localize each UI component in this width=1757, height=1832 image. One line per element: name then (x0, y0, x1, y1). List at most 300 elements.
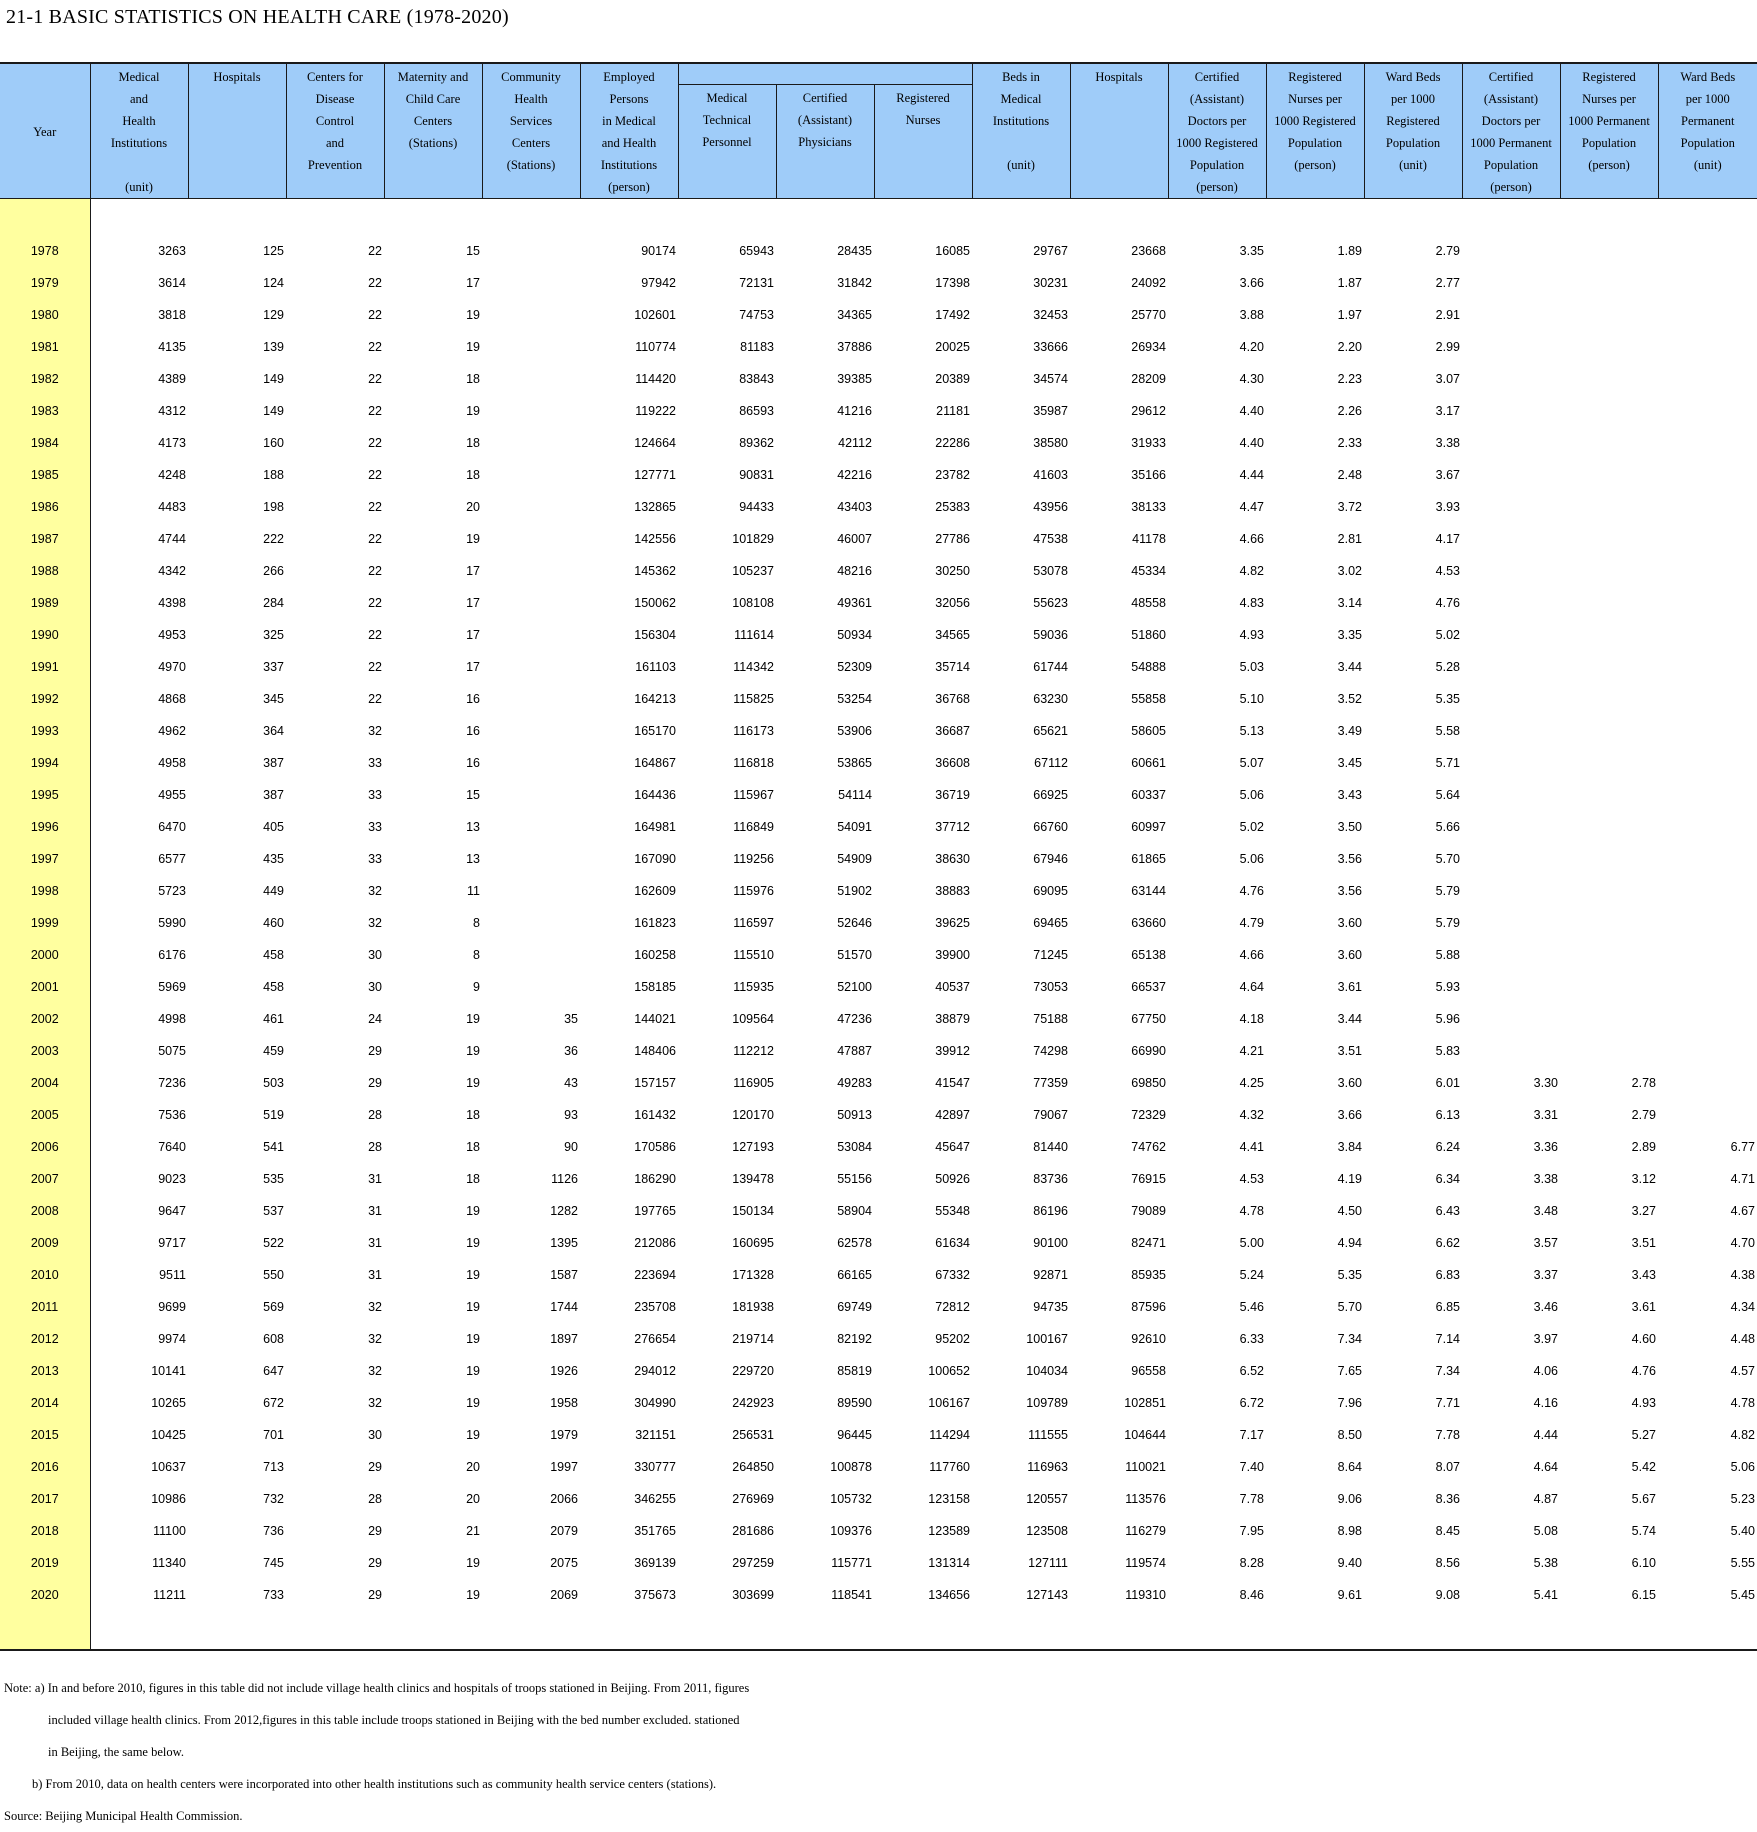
data-cell: 5.13 (1239, 724, 1265, 738)
data-cell: 31 (368, 1204, 382, 1218)
data-cell: 19 (466, 1204, 480, 1218)
data-cell: 31 (368, 1268, 382, 1282)
data-cell: 2.79 (1435, 244, 1461, 258)
data-cell (482, 523, 580, 555)
data-cell: 608 (263, 1332, 284, 1346)
data-cell: 139478 (732, 1172, 774, 1186)
data-cell: 19 (466, 308, 480, 322)
year-cell: 1991 (0, 651, 90, 683)
data-cell: 281686 (732, 1524, 774, 1538)
data-cell (678, 1611, 776, 1650)
table-row (0, 619, 1757, 651)
data-cell (1560, 843, 1658, 875)
header-line: Physicians (798, 135, 852, 150)
data-cell: 3.61 (1631, 1300, 1657, 1314)
year-cell: 1983 (0, 395, 90, 427)
data-cell (1560, 523, 1658, 555)
data-cell: 30231 (1033, 276, 1069, 290)
data-cell: 3.43 (1337, 788, 1363, 802)
data-cell: 65138 (1131, 948, 1167, 962)
data-cell: 54091 (837, 820, 872, 834)
header-line: (unit) (125, 180, 153, 194)
data-cell (286, 199, 384, 236)
data-cell (482, 875, 580, 907)
data-cell (1462, 523, 1560, 555)
header-line: Child Care (405, 92, 461, 106)
data-cell: 42112 (838, 436, 872, 450)
data-cell: 45334 (1131, 564, 1167, 578)
data-cell: 54909 (837, 852, 872, 866)
data-cell: 149 (263, 372, 284, 386)
data-cell (482, 363, 580, 395)
data-cell: 1.89 (1337, 244, 1363, 258)
data-cell: 72131 (739, 276, 774, 290)
year-cell: 2013 (0, 1355, 90, 1387)
data-cell: 3.49 (1337, 724, 1363, 738)
data-cell: 4.30 (1239, 372, 1265, 386)
data-cell: 9 (473, 980, 480, 994)
data-cell (580, 199, 678, 236)
data-cell: 3.35 (1239, 244, 1265, 258)
header-employed (580, 63, 678, 199)
data-cell: 19 (466, 1588, 480, 1602)
data-cell (1560, 715, 1658, 747)
data-cell: 104644 (1124, 1428, 1167, 1442)
data-cell: 4.60 (1631, 1332, 1657, 1346)
table-row (0, 299, 1757, 331)
header-beds-registered (1364, 63, 1462, 199)
data-cell: 17 (466, 564, 480, 578)
data-cell: 29 (368, 1556, 382, 1570)
data-cell: 114342 (733, 660, 774, 674)
data-cell: 41178 (1132, 532, 1167, 546)
data-cell (286, 1611, 384, 1650)
data-cell: 150134 (732, 1204, 774, 1218)
data-cell: 83843 (739, 372, 774, 386)
table-row (0, 1483, 1757, 1515)
data-cell: 405 (263, 820, 284, 834)
data-cell: 4998 (158, 1012, 186, 1026)
table-header (0, 63, 1757, 199)
header-line: Centers (413, 114, 453, 128)
data-cell (1070, 1611, 1168, 1650)
year-cell: 2003 (0, 1035, 90, 1067)
data-cell: 115976 (733, 884, 774, 898)
data-cell: 2.77 (1435, 276, 1461, 290)
data-cell: 4.19 (1337, 1172, 1363, 1186)
header-line: (unit) (1693, 158, 1722, 172)
header-line (92, 154, 187, 176)
table-body (0, 199, 1757, 1651)
data-cell: 75188 (1033, 1012, 1069, 1026)
data-cell: 17 (466, 628, 480, 642)
data-cell: 5.88 (1435, 948, 1461, 962)
data-cell: 4.44 (1239, 468, 1265, 482)
data-cell: 61865 (1131, 852, 1167, 866)
data-cell (1658, 683, 1757, 715)
data-cell (482, 491, 580, 523)
data-cell: 7.95 (1239, 1524, 1265, 1538)
data-cell: 387 (263, 756, 284, 770)
data-cell: 4.17 (1435, 532, 1461, 546)
note-a-line2: included village health clinics. From 2012,figures in this table include troops stationed in Beijing with the bed number excluded. stationed (48, 1713, 740, 1727)
header-line: (person) (1588, 158, 1630, 172)
data-cell: 35 (564, 1012, 578, 1026)
data-cell: 6.62 (1435, 1236, 1461, 1250)
data-cell: 15 (466, 244, 480, 258)
header-line: (unit) (1399, 158, 1427, 172)
data-cell (1266, 1611, 1364, 1650)
header-line: Institutions (600, 158, 658, 172)
data-cell: 29612 (1131, 404, 1167, 418)
data-cell: 321151 (635, 1428, 676, 1442)
header-line: Registered (1386, 114, 1440, 128)
data-cell: 109564 (732, 1012, 774, 1026)
data-cell: 162609 (634, 884, 676, 898)
data-cell: 62578 (837, 1236, 872, 1250)
data-cell: 5.83 (1435, 1044, 1461, 1058)
data-cell: 4.50 (1337, 1204, 1363, 1218)
data-cell: 5.96 (1435, 1012, 1461, 1026)
data-cell: 229720 (732, 1364, 774, 1378)
data-cell: 22286 (935, 436, 971, 450)
data-cell: 148406 (634, 1044, 676, 1058)
year-cell: 1995 (0, 779, 90, 811)
data-cell: 7236 (158, 1076, 186, 1090)
data-cell: 46007 (837, 532, 872, 546)
data-cell: 5969 (158, 980, 186, 994)
data-cell: 4.40 (1239, 436, 1265, 450)
header-doctors-registered (1168, 63, 1266, 199)
data-cell: 3.51 (1631, 1236, 1657, 1250)
data-cell: 111555 (1028, 1428, 1069, 1442)
data-cell: 66165 (837, 1268, 872, 1282)
year-cell: 2001 (0, 971, 90, 1003)
data-cell (1658, 1099, 1757, 1131)
data-cell: 18 (466, 1172, 480, 1186)
table-row (0, 747, 1757, 779)
data-cell: 5.38 (1533, 1556, 1559, 1570)
data-cell: 22 (368, 404, 382, 418)
data-cell (776, 1611, 874, 1650)
data-cell (482, 651, 580, 683)
data-cell: 161103 (635, 660, 676, 674)
data-cell: 1744 (550, 1300, 578, 1314)
table-row (0, 971, 1757, 1003)
year-cell: 2017 (0, 1483, 90, 1515)
data-cell (1560, 555, 1658, 587)
data-cell: 18 (466, 468, 480, 482)
data-cell: 3.44 (1337, 660, 1363, 674)
health-statistics-table (0, 62, 1757, 1651)
data-cell (1560, 651, 1658, 683)
header-line: (person) (608, 180, 650, 194)
data-cell: 4312 (158, 404, 186, 418)
data-cell: 115967 (733, 788, 774, 802)
data-cell: 100167 (1026, 1332, 1069, 1346)
data-cell: 7536 (158, 1108, 186, 1122)
header-line: Certified (1488, 70, 1534, 84)
data-cell: 90100 (1033, 1236, 1069, 1250)
data-cell: 8.98 (1337, 1524, 1363, 1538)
data-cell: 104034 (1026, 1364, 1069, 1378)
header-line: Nurses per (1288, 92, 1342, 106)
data-cell (1560, 907, 1658, 939)
note-a-line3: in Beijing, the same below. (48, 1745, 184, 1759)
header-line: Personnel (702, 135, 752, 150)
data-cell: 4.71 (1730, 1172, 1756, 1186)
data-cell: 5.28 (1435, 660, 1461, 674)
data-cell: 5.27 (1631, 1428, 1657, 1442)
data-cell: 7.65 (1337, 1364, 1363, 1378)
data-cell: 17 (466, 596, 480, 610)
data-cell: 5075 (158, 1044, 186, 1058)
data-cell (1462, 491, 1560, 523)
header-line: and (129, 92, 149, 106)
data-cell: 6.77 (1730, 1140, 1756, 1154)
data-cell: 33666 (1033, 340, 1069, 354)
data-cell: 112212 (733, 1044, 774, 1058)
year-cell: 1986 (0, 491, 90, 523)
data-cell: 346255 (634, 1492, 676, 1506)
data-cell: 4.93 (1631, 1396, 1657, 1410)
data-cell: 132865 (634, 500, 676, 514)
data-cell: 1.97 (1337, 308, 1363, 322)
data-cell (384, 199, 482, 236)
header-line: (Assistant) (797, 113, 853, 128)
table-row (0, 811, 1757, 843)
header-line: Control (315, 114, 355, 128)
data-cell: 81183 (740, 340, 774, 354)
data-cell: 33 (368, 820, 382, 834)
data-cell: 503 (263, 1076, 284, 1090)
data-cell: 7.14 (1435, 1332, 1461, 1346)
data-cell (1658, 395, 1757, 427)
data-cell: 4.70 (1730, 1236, 1756, 1250)
table-row (0, 491, 1757, 523)
table-row (0, 875, 1757, 907)
data-cell: 449 (263, 884, 284, 898)
data-cell: 101829 (732, 532, 774, 546)
data-cell: 61634 (935, 1236, 971, 1250)
data-cell: 86196 (1033, 1204, 1069, 1218)
data-cell: 7.71 (1435, 1396, 1461, 1410)
data-cell: 119222 (635, 404, 676, 418)
data-cell: 5.58 (1435, 724, 1461, 738)
data-cell: 60661 (1131, 756, 1167, 770)
data-cell: 43403 (837, 500, 872, 514)
data-cell (1658, 199, 1757, 236)
data-cell: 110021 (1125, 1460, 1167, 1474)
data-cell: 1282 (550, 1204, 578, 1218)
data-cell: 4.64 (1533, 1460, 1559, 1474)
header-line: (Assistant) (1483, 92, 1539, 106)
year-cell: 2007 (0, 1163, 90, 1195)
data-cell: 47538 (1033, 532, 1069, 546)
data-cell: 7.78 (1435, 1428, 1461, 1442)
data-cell: 123589 (928, 1524, 971, 1538)
table-row (0, 1419, 1757, 1451)
data-cell: 43 (564, 1076, 578, 1090)
year-cell: 2015 (0, 1419, 90, 1451)
header-line: 1000 Registered (1176, 136, 1258, 150)
header-line: Employed (603, 70, 655, 84)
data-cell (482, 779, 580, 811)
table-row (0, 843, 1757, 875)
data-cell: 92610 (1131, 1332, 1167, 1346)
data-cell: 3.52 (1337, 692, 1363, 706)
data-cell: 29 (368, 1460, 382, 1474)
data-cell (1462, 459, 1560, 491)
data-cell: 4173 (158, 436, 186, 450)
data-cell: 13 (466, 852, 480, 866)
data-cell: 19 (466, 1076, 480, 1090)
year-cell: 2020 (0, 1579, 90, 1611)
data-cell: 55156 (837, 1172, 872, 1186)
data-cell: 116173 (733, 724, 774, 738)
table-row (0, 395, 1757, 427)
header-line: (unit) (1007, 158, 1035, 172)
data-cell: 4.41 (1239, 1140, 1265, 1154)
data-cell: 4.76 (1435, 596, 1461, 610)
data-cell: 39912 (935, 1044, 971, 1058)
data-cell: 5.42 (1631, 1460, 1657, 1474)
data-cell: 6.15 (1631, 1588, 1657, 1602)
data-cell: 93 (564, 1108, 578, 1122)
table-row (0, 1163, 1757, 1195)
header-doctors-permanent (1462, 63, 1560, 199)
data-cell: 4.78 (1239, 1204, 1265, 1218)
data-cell: 156304 (634, 628, 676, 642)
data-cell: 115825 (733, 692, 774, 706)
data-cell (1560, 587, 1658, 619)
data-cell: 2.48 (1337, 468, 1363, 482)
data-cell: 6.72 (1239, 1396, 1265, 1410)
data-cell (1560, 811, 1658, 843)
data-cell: 3.57 (1533, 1236, 1559, 1250)
data-cell: 47236 (837, 1012, 872, 1026)
data-cell: 28 (368, 1108, 382, 1122)
data-cell: 733 (263, 1588, 284, 1602)
data-cell (1658, 907, 1757, 939)
data-cell: 8 (473, 916, 480, 930)
data-cell: 66925 (1033, 788, 1069, 802)
data-cell: 3.84 (1337, 1140, 1363, 1154)
data-cell: 32 (368, 1396, 382, 1410)
data-cell: 167090 (634, 852, 676, 866)
data-cell: 16 (466, 724, 480, 738)
data-cell (1560, 235, 1658, 267)
data-cell: 256531 (732, 1428, 774, 1442)
data-cell: 5.06 (1239, 788, 1265, 802)
header-med-tech (678, 85, 776, 199)
data-cell: 27786 (935, 532, 971, 546)
data-cell: 3.30 (1533, 1076, 1559, 1090)
data-cell (482, 331, 580, 363)
data-cell: 5.40 (1730, 1524, 1756, 1538)
data-cell: 42897 (935, 1108, 971, 1122)
data-cell (1560, 363, 1658, 395)
data-cell (1462, 1035, 1560, 1067)
data-cell: 5.03 (1239, 660, 1265, 674)
data-cell: 4.21 (1239, 1044, 1265, 1058)
data-cell: 3.46 (1533, 1300, 1559, 1314)
data-cell: 3.45 (1337, 756, 1363, 770)
data-cell: 1587 (550, 1268, 578, 1282)
data-cell: 31 (368, 1172, 382, 1186)
data-cell: 77359 (1033, 1076, 1069, 1090)
data-cell: 71245 (1033, 948, 1069, 962)
data-cell: 345 (263, 692, 284, 706)
data-cell: 29767 (1033, 244, 1069, 258)
data-cell: 102601 (634, 308, 676, 322)
data-cell: 186290 (634, 1172, 676, 1186)
data-cell (1462, 651, 1560, 683)
data-cell (1560, 395, 1658, 427)
table-row (0, 651, 1757, 683)
data-cell: 4.20 (1239, 340, 1265, 354)
data-cell: 5.06 (1239, 852, 1265, 866)
data-cell (482, 555, 580, 587)
data-cell: 96445 (837, 1428, 872, 1442)
data-cell (1658, 811, 1757, 843)
data-cell: 76915 (1131, 1172, 1167, 1186)
data-cell: 276969 (732, 1492, 774, 1506)
year-cell: 1982 (0, 363, 90, 395)
data-cell: 69850 (1131, 1076, 1167, 1090)
data-cell: 74753 (739, 308, 774, 322)
data-cell: 124 (263, 276, 284, 290)
data-cell: 131314 (928, 1556, 971, 1570)
data-cell: 63144 (1131, 884, 1167, 898)
data-cell: 39385 (837, 372, 872, 386)
data-cell: 65943 (739, 244, 774, 258)
data-cell: 164436 (634, 788, 676, 802)
table-row (0, 1579, 1757, 1611)
data-cell: 164867 (634, 756, 676, 770)
data-cell: 47887 (837, 1044, 872, 1058)
data-cell: 19 (466, 1268, 480, 1282)
data-cell (1658, 619, 1757, 651)
data-cell (1658, 299, 1757, 331)
data-cell: 8.07 (1435, 1460, 1461, 1474)
data-cell: 69749 (837, 1300, 872, 1314)
header-line: Disease (315, 92, 355, 106)
year-cell: 2010 (0, 1259, 90, 1291)
data-cell: 29 (368, 1524, 382, 1538)
data-cell: 157157 (634, 1076, 676, 1090)
data-cell: 294012 (634, 1364, 676, 1378)
data-cell: 53254 (837, 692, 872, 706)
data-cell: 1.87 (1337, 276, 1363, 290)
data-cell: 29 (368, 1044, 382, 1058)
data-cell: 235708 (634, 1300, 676, 1314)
data-cell: 72812 (935, 1300, 971, 1314)
data-cell: 48558 (1131, 596, 1167, 610)
year-cell: 2011 (0, 1291, 90, 1323)
data-cell: 5.02 (1435, 628, 1461, 642)
data-cell (580, 1611, 678, 1650)
data-cell: 8.56 (1435, 1556, 1461, 1570)
data-cell (1462, 811, 1560, 843)
data-cell (1462, 619, 1560, 651)
table-row (0, 523, 1757, 555)
year-cell: 1996 (0, 811, 90, 843)
data-cell: 52646 (837, 916, 872, 930)
data-cell: 29 (368, 1076, 382, 1090)
data-cell: 16 (466, 692, 480, 706)
data-cell: 38133 (1131, 500, 1167, 514)
